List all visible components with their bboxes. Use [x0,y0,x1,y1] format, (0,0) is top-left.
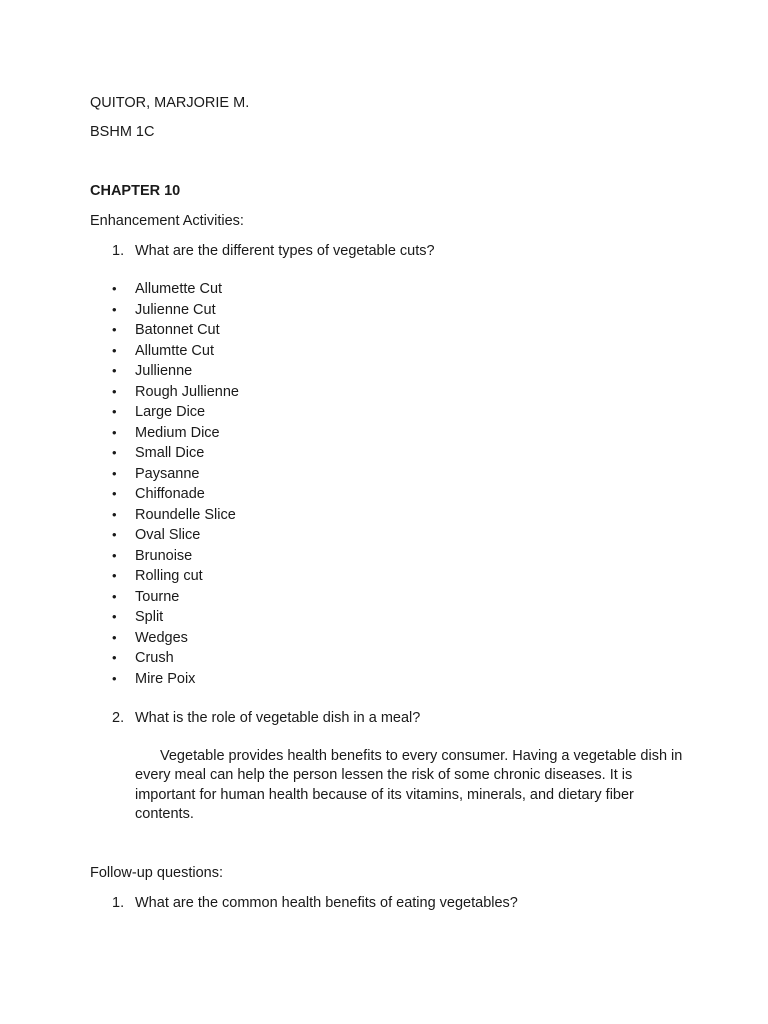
list-item-label: Split [135,609,164,625]
list-item-label: Allumette Cut [135,281,223,297]
chapter-subtitle: Enhancement Activities: [90,213,244,229]
list-item-label: Crush [135,650,174,666]
list-item-label: Brunoise [135,547,193,564]
bullet-icon: • [112,486,117,501]
bullet-icon: • [112,342,117,358]
bullet-icon: • [112,445,117,460]
question-text: What are the common health benefits of eating vegetables? [135,895,518,911]
student-name: QUITOR, MARJORIE M. [90,95,250,111]
list-item-label: Paysanne [135,465,200,482]
list-item-label: Rough Jullienne [135,383,239,400]
answer-text: Vegetable provides health benefits to every consumer. Having a vegetable dish in every meal can help the person lessen the risk of some chronic diseases. It is important for human health because of its vitamins, minerals, and dietary fiber contents. [135,748,683,822]
bullet-icon: • [112,568,117,583]
list-item-label: Wedges [135,629,188,646]
bullet-icon: • [112,547,117,563]
bullet-icon: • [112,609,117,624]
question-text: What are the different types of vegetable cuts? [135,243,435,259]
list-item-label: Tourne [135,588,180,605]
question-number: 1. [112,895,125,911]
list-item-label: Oval Slice [135,527,201,543]
list-item-label: Mire Poix [135,670,196,687]
bullet-icon: • [112,506,117,522]
bullet-icon: • [112,281,117,296]
list-item-label: Allumtte Cut [135,342,214,359]
bullet-icon: • [112,301,117,317]
bullet-icon: • [112,404,117,419]
answer-paragraph [135,747,695,824]
chapter-title: CHAPTER 10 [90,183,181,199]
list-item-label: Chiffonade [135,486,205,502]
list-item-label: Small Dice [135,445,205,461]
list-item-label: Jullienne [135,363,193,379]
list-item-label: Roundelle Slice [135,506,236,523]
bullet-icon: • [112,650,117,665]
bullet-icon: • [112,383,117,399]
bullet-icon: • [112,424,117,440]
bullet-icon: • [112,363,117,378]
followup-title: Follow-up questions: [90,865,223,881]
student-section: BSHM 1C [90,124,155,140]
bullet-icon: • [112,670,117,686]
list-item-label: Large Dice [135,404,206,420]
bullet-icon: • [112,588,117,604]
question-text: What is the role of vegetable dish in a meal? [135,710,421,726]
bullet-icon: • [112,465,117,481]
list-item-label: Batonnet Cut [135,322,220,338]
question-number: 2. [112,710,125,726]
bullet-icon: • [112,527,117,542]
bullet-icon: • [112,629,117,645]
list-item-label: Julienne Cut [135,301,216,318]
question-number: 1. [112,243,125,259]
bullet-icon: • [112,322,117,337]
list-item-label: Rolling cut [135,568,203,584]
list-item-label: Medium Dice [135,424,220,441]
